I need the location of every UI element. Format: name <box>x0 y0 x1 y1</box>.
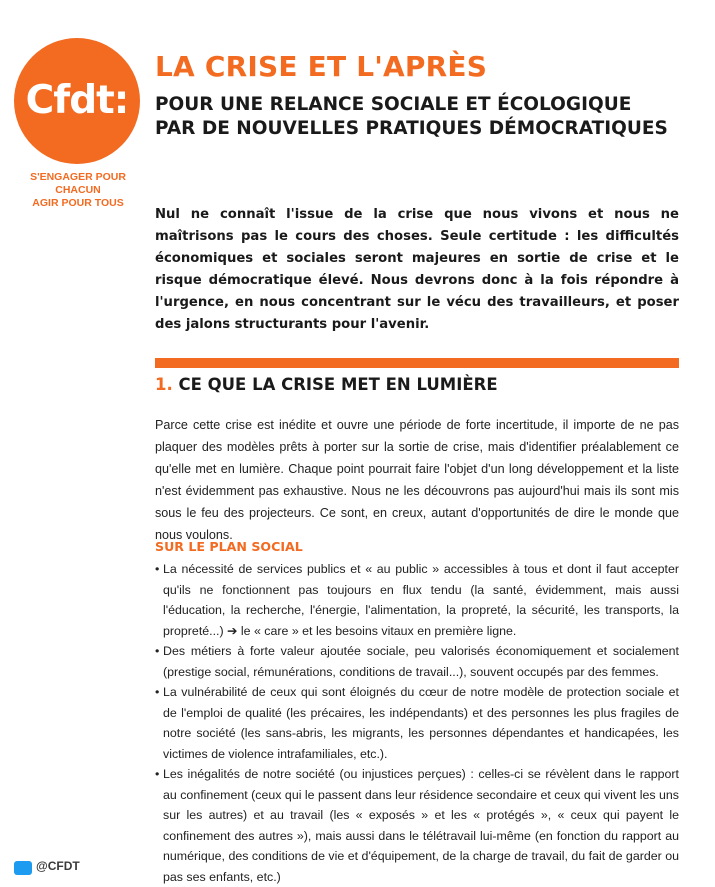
document-title: LA CRISE ET L'APRÈS <box>155 50 488 83</box>
slogan-line: S'ENGAGER POUR CHACUN <box>30 171 126 196</box>
bullet-list <box>155 559 679 887</box>
twitter-handle: @CFDT <box>36 859 80 873</box>
list-item: • La nécessité de services publics et « au public » accessibles à tous et dont il faut accepter qu'ils ne fonctionnent pas toujours en flux tendu (la santé, évidemment, mais aussi l'éducation, la recherche, l'énergie, l'alimentation, la propreté, la sécurité, les transports, la propreté...) ➔ le « care » et les besoins vitaux en première ligne. <box>155 559 679 641</box>
intro-paragraph: Nul ne connaît l'issue de la crise que nous vivons et nous ne maîtrisons pas le cours des choses. Seule certitude : les difficultés économiques et sociales seront majeures en sortie de crise et le risque démocratique élevé. Nous devrons donc à la fois répondre à l'urgence, en nous concentrant sur le vécu des travailleurs, et poser des jalons structurants pour l'avenir. <box>155 207 679 332</box>
list-item: • La vulnérabilité de ceux qui sont éloignés du cœur de notre modèle de protection sociale et de l'emploi de qualité (les précaires, les indépendants) et des personnes les plus fragiles de notre société (les sans-abris, les migrants, les personnes dépendantes et handicapées, les victimes de violence intrafamiliales, etc.). <box>155 682 679 764</box>
cfdt-logo <box>14 38 140 164</box>
list-item: • Des métiers à forte valeur ajoutée sociale, peu valorisés économiquement et socialement (prestige social, rémunérations, conditions de travail...), souvent occupés par des femmes. <box>155 641 679 682</box>
section-heading <box>155 375 498 394</box>
subsection-heading: SUR LE PLAN SOCIAL <box>155 539 303 554</box>
subtitle-line: PAR DE NOUVELLES PRATIQUES DÉMOCRATIQUES <box>155 118 668 139</box>
document-subtitle <box>155 93 668 141</box>
twitter-icon <box>14 861 32 875</box>
section-divider <box>155 358 679 368</box>
logo-text: Cfdt: <box>25 77 129 123</box>
list-item: • Les inégalités de notre société (ou injustices perçues) : celles-ci se révèlent dans le rapport au confinement (ceux qui le passent dans leur résidence secondaire et ceux qui vivent les uns sur les autres) et au travail (les « exposés » et les « protégés », « ceux qui payent le confinement des autres »), mais aussi dans le télétravail lui-même (en fonction du rapport au numérique, des conditions de vie et d'équipement, de la charge de travail, du fait de garder ou pas ses enfants, etc.) <box>155 764 679 887</box>
body-paragraph: Parce cette crise est inédite et ouvre une période de forte incertitude, il importe de ne pas plaquer des modèles prêts à porter sur la sortie de crise, mais d'identifier préalablement ce qu'elle met en lumière. Chaque point pourrait faire l'objet d'un long développement et la liste n'est évidemment pas exhaustive. Nous ne les découvrons pas aujourd'hui mais ils sont mis sous le feu des projecteurs. Ce sont, en creux, autant d'opportunités de dire le monde que nous voulons. <box>155 418 679 542</box>
logo-slogan <box>10 171 146 210</box>
slogan-line: AGIR POUR TOUS <box>32 197 124 209</box>
subtitle-line: POUR UNE RELANCE SOCIALE ET ÉCOLOGIQUE <box>155 94 632 115</box>
section-title-text: CE QUE LA CRISE MET EN LUMIÈRE <box>178 375 498 394</box>
section-number: 1. <box>155 375 173 394</box>
